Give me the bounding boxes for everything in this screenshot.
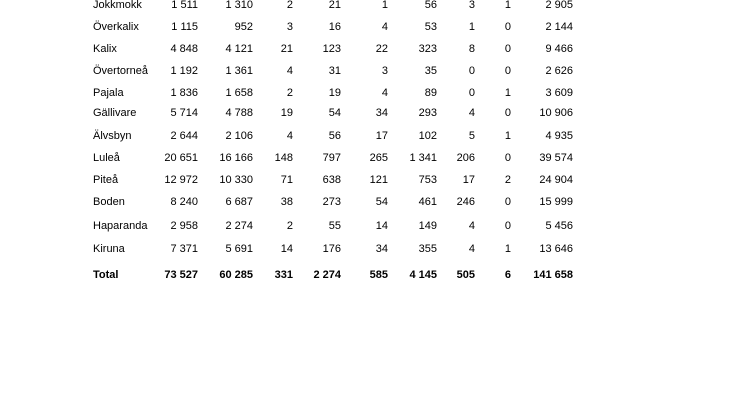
value-cell: 35 (424, 65, 437, 77)
municipality-name: Jokkmokk (93, 0, 142, 11)
value-cell: 2 644 (170, 130, 198, 142)
value-cell: 2 958 (170, 220, 198, 232)
value-cell: 4 848 (170, 43, 198, 55)
value-cell: 638 (322, 174, 341, 186)
total-value-cell: 73 527 (164, 269, 198, 281)
value-cell: 16 166 (219, 152, 253, 164)
value-cell: 0 (468, 65, 475, 77)
value-cell: 56 (328, 130, 341, 142)
value-cell: 31 (328, 65, 341, 77)
value-cell: 176 (322, 243, 341, 255)
table-row (0, 151, 746, 165)
row-total-cell: 2 626 (545, 65, 573, 77)
value-cell: 3 (468, 0, 475, 11)
value-cell: 1 310 (225, 0, 253, 11)
value-cell: 246 (456, 196, 475, 208)
value-cell: 1 115 (171, 21, 198, 33)
value-cell: 2 (286, 220, 293, 232)
value-cell: 56 (424, 0, 437, 11)
value-cell: 0 (504, 107, 511, 119)
row-total-cell: 39 574 (539, 152, 573, 164)
total-label: Total (93, 269, 119, 281)
value-cell: 3 (381, 65, 388, 77)
value-cell: 1 658 (225, 87, 253, 99)
value-cell: 4 121 (225, 43, 253, 55)
value-cell: 123 (322, 43, 341, 55)
municipality-name: Pajala (93, 87, 124, 99)
row-total-cell: 9 466 (545, 43, 573, 55)
value-cell: 0 (504, 43, 511, 55)
table-row (0, 0, 746, 12)
table-row (0, 242, 746, 256)
value-cell: 1 341 (409, 152, 437, 164)
value-cell: 4 (468, 243, 475, 255)
municipality-name: Haparanda (93, 220, 148, 232)
value-cell: 4 (468, 107, 475, 119)
value-cell: 4 (468, 220, 475, 232)
municipality-name: Övertorneå (93, 65, 149, 77)
table-row (0, 42, 746, 56)
value-cell: 0 (504, 21, 511, 33)
value-cell: 2 (286, 87, 293, 99)
value-cell: 2 274 (225, 220, 253, 232)
value-cell: 14 (375, 220, 388, 232)
table-row (0, 173, 746, 187)
value-cell: 1 (504, 87, 511, 99)
value-cell: 293 (418, 107, 437, 119)
value-cell: 206 (456, 152, 475, 164)
value-cell: 2 (504, 174, 511, 186)
value-cell: 1 (504, 0, 511, 11)
value-cell: 121 (369, 174, 388, 186)
value-cell: 0 (504, 152, 511, 164)
row-total-cell: 2 905 (545, 0, 573, 11)
row-total-cell: 24 904 (539, 174, 573, 186)
value-cell: 102 (418, 130, 437, 142)
table-row (0, 129, 746, 143)
value-cell: 54 (375, 196, 388, 208)
value-cell: 273 (322, 196, 341, 208)
municipality-name: Piteå (93, 174, 119, 186)
value-cell: 0 (468, 87, 475, 99)
value-cell: 0 (504, 65, 511, 77)
total-value-cell: 505 (456, 269, 475, 281)
value-cell: 148 (274, 152, 293, 164)
value-cell: 19 (280, 107, 293, 119)
value-cell: 2 (286, 0, 293, 11)
value-cell: 4 788 (225, 107, 253, 119)
value-cell: 149 (418, 220, 437, 232)
value-cell: 34 (375, 107, 388, 119)
municipality-name: Boden (93, 196, 125, 208)
value-cell: 1 361 (225, 65, 253, 77)
value-cell: 6 687 (225, 196, 253, 208)
municipality-name: Överkalix (93, 21, 139, 33)
value-cell: 8 (468, 43, 475, 55)
municipality-name: Älvsbyn (93, 130, 132, 142)
value-cell: 461 (418, 196, 437, 208)
value-cell: 2 106 (225, 130, 253, 142)
value-cell: 19 (328, 87, 341, 99)
municipality-name: Luleå (93, 152, 120, 164)
value-cell: 1 (504, 243, 511, 255)
value-cell: 89 (424, 87, 437, 99)
value-cell: 0 (504, 220, 511, 232)
value-cell: 1 (381, 0, 388, 11)
value-cell: 4 (286, 65, 293, 77)
value-cell: 265 (369, 152, 388, 164)
value-cell: 55 (328, 220, 341, 232)
value-cell: 7 371 (170, 243, 198, 255)
row-total-cell: 15 999 (539, 196, 573, 208)
table-row (0, 86, 746, 100)
row-total-cell: 3 609 (545, 87, 573, 99)
value-cell: 21 (328, 0, 341, 11)
value-cell: 4 (381, 21, 388, 33)
grand-total-cell: 141 658 (533, 269, 573, 281)
row-total-cell: 5 456 (545, 220, 573, 232)
value-cell: 17 (375, 130, 388, 142)
row-total-cell: 2 144 (545, 21, 573, 33)
value-cell: 8 240 (170, 196, 198, 208)
value-cell: 1 511 (171, 0, 198, 11)
value-cell: 54 (328, 107, 341, 119)
value-cell: 355 (418, 243, 437, 255)
total-row (0, 268, 746, 282)
value-cell: 17 (462, 174, 475, 186)
value-cell: 797 (322, 152, 341, 164)
municipality-name: Kiruna (93, 243, 125, 255)
value-cell: 22 (375, 43, 388, 55)
total-value-cell: 585 (369, 269, 388, 281)
municipality-name: Kalix (93, 43, 117, 55)
table-row (0, 219, 746, 233)
table-row (0, 106, 746, 120)
value-cell: 71 (280, 174, 293, 186)
value-cell: 3 (286, 21, 293, 33)
value-cell: 14 (280, 243, 293, 255)
value-cell: 4 (381, 87, 388, 99)
value-cell: 16 (328, 21, 341, 33)
value-cell: 34 (375, 243, 388, 255)
value-cell: 10 330 (219, 174, 253, 186)
row-total-cell: 10 906 (539, 107, 573, 119)
row-total-cell: 13 646 (539, 243, 573, 255)
value-cell: 53 (424, 21, 437, 33)
table-row (0, 64, 746, 78)
total-value-cell: 6 (504, 269, 511, 281)
value-cell: 4 (286, 130, 293, 142)
value-cell: 38 (280, 196, 293, 208)
value-cell: 1 192 (170, 65, 198, 77)
value-cell: 753 (418, 174, 437, 186)
value-cell: 12 972 (164, 174, 198, 186)
value-cell: 323 (418, 43, 437, 55)
table-row (0, 195, 746, 209)
value-cell: 5 691 (225, 243, 253, 255)
municipality-name: Gällivare (93, 107, 137, 119)
value-cell: 0 (504, 196, 511, 208)
value-cell: 20 651 (164, 152, 198, 164)
total-value-cell: 60 285 (219, 269, 253, 281)
value-cell: 5 714 (170, 107, 198, 119)
value-cell: 952 (234, 21, 253, 33)
value-cell: 5 (468, 130, 475, 142)
value-cell: 1 (468, 21, 475, 33)
total-value-cell: 2 274 (313, 269, 341, 281)
row-total-cell: 4 935 (545, 130, 573, 142)
total-value-cell: 331 (274, 269, 293, 281)
total-value-cell: 4 145 (409, 269, 437, 281)
table-row (0, 20, 746, 34)
value-cell: 21 (280, 43, 293, 55)
value-cell: 1 836 (170, 87, 198, 99)
value-cell: 1 (504, 130, 511, 142)
